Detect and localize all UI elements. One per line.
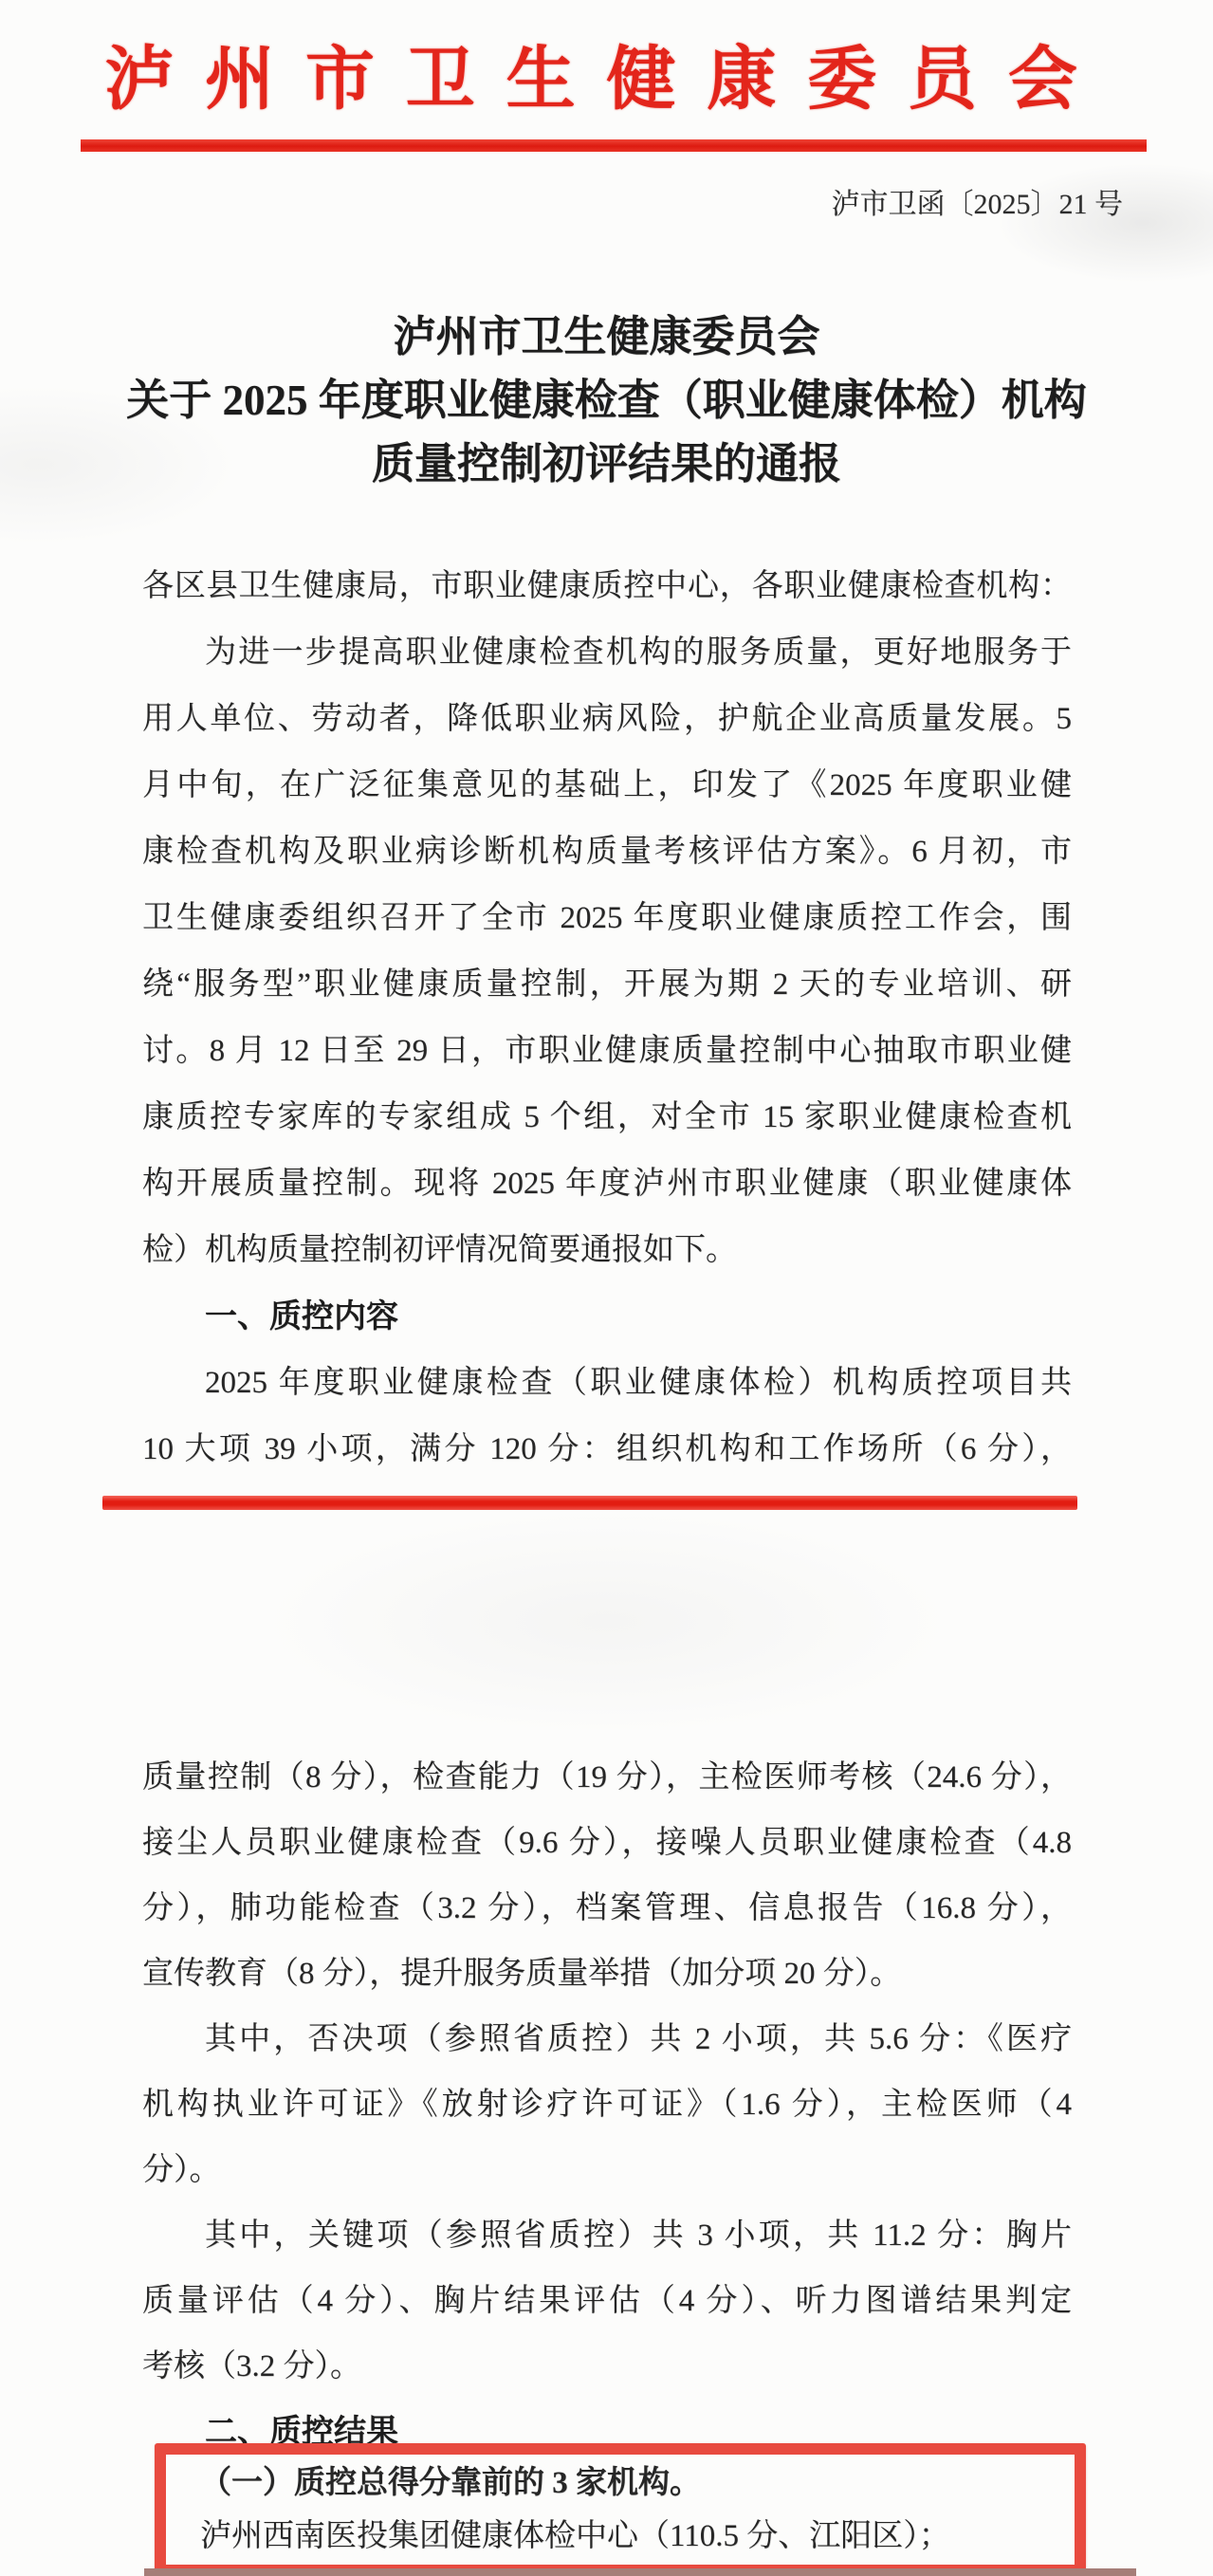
body-line: 各区县卫生健康局，市职业健康质控中心，各职业健康检查机构：: [142, 569, 1072, 603]
document-number: 泸市卫函〔2025〕21 号: [831, 189, 1123, 220]
body-line: 质量控制（8 分），检查能力（19 分），主检医师考核（24.6 分），: [142, 1760, 1072, 1794]
body-line: 卫生健康委组织召开了全市 2025 年度职业健康质控工作会，围: [142, 901, 1072, 935]
body-line: 接尘人员职业健康检查（9.6 分），接噪人员职业健康检查（4.8: [142, 1826, 1072, 1860]
body-line: 用人单位、劳动者，降低职业病风险，护航企业高质量发展。5: [142, 702, 1072, 736]
body-text-block-2: [142, 1745, 1072, 2465]
section-heading: 一、质控内容: [205, 1298, 398, 1334]
body-line: 为进一步提高职业健康检查机构的服务质量，更好地服务于: [205, 635, 1072, 670]
body-text-block-1: [142, 553, 1072, 1482]
body-line: 10 大项 39 小项，满分 120 分：组织机构和工作场所（6 分），: [142, 1432, 1072, 1466]
body-line: 构开展质量控制。现将 2025 年度泸州市职业健康（职业健康体: [142, 1167, 1072, 1201]
body-line: 考核（3.2 分）。: [142, 2349, 361, 2383]
title-line: 泸州市卫生健康委员会: [393, 313, 820, 360]
body-line: 分）。: [142, 2153, 221, 2187]
body-line: 讨。8 月 12 日至 29 日，市职业健康质量控制中心抽取市职业健: [142, 1034, 1072, 1068]
body-line: 检）机构质量控制初评情况简要通报如下。: [142, 1233, 737, 1267]
body-line: 宣传教育（8 分），提升服务质量举措（加分项 20 分）。: [142, 1957, 902, 1991]
letterhead-rule: [81, 139, 1147, 152]
page-separator-rule: [102, 1496, 1077, 1510]
body-line: 康检查机构及职业病诊断机构质量考核评估方案》。6 月初，市: [142, 835, 1072, 869]
bottom-edge-strip: [144, 2568, 1136, 2576]
highlight-annotation-box: [155, 2443, 1086, 2576]
agency-letterhead: 泸州市卫生健康委员会: [104, 41, 1109, 118]
body-line: 2025 年度职业健康检查（职业健康体检）机构质控项目共: [205, 1366, 1072, 1400]
body-line: 康质控专家库的专家组成 5 个组，对全市 15 家职业健康检查机: [142, 1100, 1072, 1134]
document-title: [0, 305, 1213, 496]
body-line: 机构执业许可证》《放射诊疗许可证》（1.6 分），主检医师（4: [142, 2088, 1073, 2122]
title-line: 质量控制初评结果的通报: [371, 440, 841, 488]
body-line: 月中旬，在广泛征集意见的基础上，印发了《2025 年度职业健: [142, 768, 1072, 802]
highlight-subheading: （一）质控总得分靠前的 3 家机构。: [200, 2466, 701, 2500]
body-line: 分），肺功能检查（3.2 分），档案管理、信息报告（16.8 分），: [142, 1891, 1072, 1925]
body-line: 质量评估（4 分）、胸片结果评估（4 分）、听力图谱结果判定: [142, 2284, 1072, 2318]
section-heading: 二、质控结果: [205, 2414, 398, 2450]
highlight-top-institution: 泸州西南医投集团健康体检中心（110.5 分、江阳区）；: [200, 2519, 950, 2553]
title-line: 关于 2025 年度职业健康检查（职业健康体检）机构: [126, 377, 1087, 424]
body-line: 其中，关键项（参照省质控）共 3 小项，共 11.2 分：胸片: [205, 2218, 1072, 2253]
body-line: 绕“服务型”职业健康质量控制，开展为期 2 天的专业培训、研: [142, 967, 1072, 1002]
body-line: 其中，否决项（参照省质控）共 2 小项，共 5.6 分：《医疗: [205, 2022, 1072, 2056]
